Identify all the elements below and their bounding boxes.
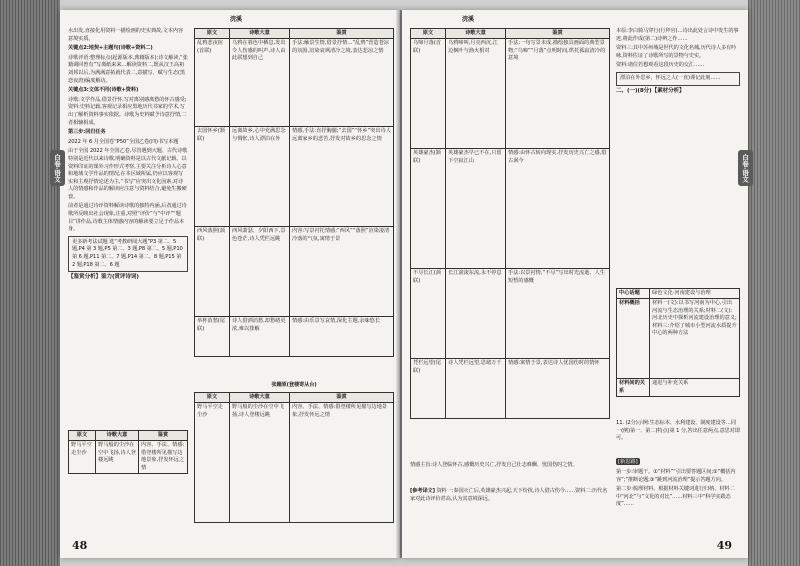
table-cell: 野马平空走尘沙 bbox=[69, 441, 96, 474]
table-cell: 情感:寓情于景,表达诗人忧国伤时的情怀 bbox=[506, 359, 610, 419]
new-thinking-section bbox=[616, 448, 740, 511]
left-page bbox=[60, 10, 400, 558]
table-cell: 手法:一句写景未成,描绘独具画面的典型景物;“乌啼”“月落”点明时间,烘托孤寂清冷的意境 bbox=[506, 39, 610, 149]
table-cell: 长江滚滚东流,永不停息 bbox=[446, 269, 506, 359]
side-badge-right: 白卷·语文 bbox=[738, 150, 753, 186]
table-cell: 英雄豪杰早已不在,只留下空寂江山 bbox=[446, 149, 506, 269]
left-paragraph: 【鉴赏分析】鉴力(赏评诗词) bbox=[68, 274, 139, 281]
table-cell: 乌鸦在暮色中栖息,发出令人伤感的叫声,诗人由此联想到自己 bbox=[230, 39, 290, 127]
side-badge-left: 白卷·语文 bbox=[50, 150, 65, 186]
table-cell: 内容:写景衬托情感;“西风”“落照”渲染凄清冷落的气氛,寓情于景 bbox=[290, 227, 394, 317]
left-paragraph: 水出发,直接化用资料一描绘画的史实典故,文本内容意境实质。 bbox=[68, 28, 184, 42]
table-row bbox=[69, 441, 188, 474]
new-thinking-title: [新思路] bbox=[618, 459, 638, 465]
table-row bbox=[411, 149, 610, 269]
question-11: 11. (2分)示例:生态标本、水利建设、制度建设等…同一(例)第一、第二(特点)第 1 分,答出任意两点,意思对即可。 bbox=[616, 420, 740, 442]
table-row bbox=[411, 269, 610, 359]
right-page bbox=[402, 10, 748, 558]
table-cell: 西风萧瑟、夕阳西下,景色苍茫,诗人凭栏远眺 bbox=[230, 227, 290, 317]
left-paragraph: 诗歌:文学作品,借景抒怀,写对离别感离愁的怀古感受;资料:史料记载,客观记录相应黑地历代书家的学术,写出了解析资料事实依据。诗歌为史料赋予诗意抒情,二者相辅相成。 bbox=[68, 96, 187, 126]
table-cell: 材料间的关系 bbox=[617, 379, 650, 397]
table-cell: 材料一(文):以书写河南为中心,引出河流与生态治理的关系;材料二(文):河北历史中探析河流建设治理的意义;材料三:介绍了城市小型河流水质提升中心的两种方法 bbox=[650, 299, 740, 379]
right-page-header: 浣溪 bbox=[462, 16, 475, 23]
table-header-cell: 原文 bbox=[195, 393, 230, 403]
right-analysis-table bbox=[410, 28, 610, 419]
left-paragraph: 更多新考法试题 选“考教研阅大题”P3 第二、5 题,P4 第 3 题,P5 第二、3 题,P8 第二、5 题,P10 第 6 题,P11 第二、7 题,P14 第二、8 题,P15 第 2 题,P18 第二、6 题 bbox=[68, 236, 188, 272]
table-cell: 野马平空走尘沙 bbox=[195, 403, 230, 523]
table-cell: 野马般的尘沙在空中飞扬,诗人登楼远眺 bbox=[96, 441, 139, 474]
table-header-cell: 诗歌大意 bbox=[230, 393, 290, 403]
left-analysis-table bbox=[194, 28, 394, 357]
table-cell: 西风落照(颈联) bbox=[195, 227, 230, 317]
table-header-cell: 鉴赏 bbox=[139, 431, 188, 441]
table-row bbox=[617, 379, 740, 397]
page-number: 49 bbox=[716, 539, 732, 552]
right-paragraph: 资料三:其中苏州城是世代的文化名城,历代诗人多有吟咏,资料佐证了诗歌所写的景物与史实。 bbox=[616, 45, 737, 59]
book-edge-right bbox=[748, 0, 800, 566]
left-paragraph: 由于全国 2022 年全国乙卷,尽管遇到大题、古代诗歌特别是近代以来诗歌,明确资料是以古代文献记载、以资料印证的课外习作形式考察,主要关注分析诗人心意和地域文学作品的情况,在本区域所属,仍应以客观写实和主观抒情论述为主,“书写”应突出文化因素,对诗人的情感和作品的解读应注意与资料结合,避免生搬硬套。 bbox=[68, 148, 188, 200]
table-row bbox=[411, 39, 610, 149]
right-text-column bbox=[616, 28, 740, 97]
table-header-cell: 鉴赏 bbox=[290, 29, 394, 39]
table-title: 张籍原(登楼寄从台) bbox=[271, 382, 317, 388]
table-row bbox=[195, 403, 394, 523]
left-small-table bbox=[68, 430, 188, 474]
table-note: 情感主旨:诗人登临怀古,感慨历史兴亡,抒发自己壮志难酬、忧国伤时之情。 bbox=[410, 462, 578, 468]
left-paragraph: 第三步:回归任务 bbox=[68, 129, 106, 136]
table-cell: 举杯消愁(尾联) bbox=[195, 317, 230, 357]
table-row bbox=[195, 39, 394, 127]
table-cell: 内容、手法、情感:借登楼所见描写边地景象,抒发怀远之情 bbox=[139, 441, 188, 474]
table-header-cell: 诗歌大意 bbox=[96, 431, 139, 441]
table-cell: 材料概括 bbox=[617, 299, 650, 379]
table-row bbox=[195, 317, 394, 357]
material-table bbox=[616, 288, 740, 397]
table-row bbox=[617, 289, 740, 299]
translation-block bbox=[410, 488, 610, 503]
book-edge-left bbox=[0, 0, 60, 566]
table-cell: 绿色文化·河南建设与治理 bbox=[650, 289, 740, 299]
left-second-table bbox=[194, 392, 394, 523]
table-cell: 野马般的尘沙在空中飞扬,诗人登楼远眺 bbox=[230, 403, 290, 523]
table-header-cell: 原文 bbox=[69, 431, 96, 441]
table-row bbox=[617, 299, 740, 379]
translation-label: [参考译文] bbox=[410, 488, 435, 494]
right-paragraph: 漂泊在外思乡、怀远之人(一直)谨记此刻…… bbox=[616, 72, 740, 86]
left-paragraph: 诗歌评语:整理标点(起源版本,典籍版本);诗文解读,“张籍调回曾有”写离纸来来…解读资料二,既从汉王高祖刘邦以后,为满满意拓就代表二,意描写、赋与生态(黑恋夜唐)编度解访。 bbox=[68, 54, 188, 84]
table-cell: 递进与补充关系 bbox=[650, 379, 740, 397]
left-paragraph: 关键点2:地契+主题句(诗歌+资料二) bbox=[68, 45, 153, 52]
table-header-cell: 诗歌大意 bbox=[446, 29, 506, 39]
new-thinking-step: 第二步:梳理材料。根据材料关键词进行归纳、材料二中“河北”与“文化的对比”……材料三中“科学实践态度”…… bbox=[616, 486, 735, 508]
table-cell: 诗人凭栏远望,思绪万千 bbox=[446, 359, 506, 419]
table-row bbox=[195, 127, 394, 227]
table-cell: 乌鸦啼叫,月亮西沉,江边枫叶与渔火相对 bbox=[446, 39, 506, 149]
right-paragraph: 资料:诸位若想观看这段历史的交汇…… bbox=[616, 62, 705, 69]
left-paragraph: 2022 年 6 月全国卷“P50”全国乙卷(四)书写本题 bbox=[68, 138, 179, 145]
left-paragraph: 关键点3:文体不同(诗歌+资料) bbox=[68, 87, 139, 94]
right-paragraph: 本原:李白骑马穿行(行拜官)…诗出此处言诗中发生的事迹,将此作成(第二)诗辨之作…… bbox=[616, 28, 739, 42]
table-cell: 手法:触景生情,借景抒情…“乱鸦”营造苍凉的氛围,渲染衰飒清冷之境,表达悲凉之情 bbox=[290, 39, 394, 127]
translation-text: 资料一:秦国灭亡后,英雄豪杰兴起,天下纷扰,诗人借古伤今……资料二:历代名家对此诗评价甚高,认为其意境深远。 bbox=[410, 488, 608, 502]
table-cell: 远离故乡,心中充满思念与惆怅,诗人漂泊在外 bbox=[230, 127, 290, 227]
table-header-cell: 鉴赏 bbox=[290, 393, 394, 403]
table-row bbox=[195, 227, 394, 317]
table-cell: 不尽长江(颈联) bbox=[411, 269, 446, 359]
left-paragraph: 前者是通过诗评资料解读诗歌的独特内涵,后者通过诗歌所反映出社会现象,注重,对照“评价”与“中评”“题目”讲作品,诗歌主体情感内容的解读要立足于作品本身。 bbox=[68, 203, 187, 233]
table-cell: 乱鸦悲夜宿(首联) bbox=[195, 39, 230, 127]
table-header-cell: 诗歌大意 bbox=[230, 29, 290, 39]
new-thinking-step: 第一步:审题干。①“材料”“引出要答题区间;②“概括内容”;“推断论题;③“跳到河流治理”提示答题方向。 bbox=[616, 469, 736, 483]
page-number: 48 bbox=[72, 539, 88, 552]
left-page-text-column bbox=[68, 28, 188, 284]
table-cell: 情感:由怀古转向现实,抒发历史兴亡之感,借古讽今 bbox=[506, 149, 610, 269]
table-cell: 乌啼月落(首联) bbox=[411, 39, 446, 149]
table-cell: 诗人借酒消愁,却愁绪更浓,难以排解 bbox=[230, 317, 290, 357]
table-cell: 情感,手法:直抒胸臆;“去国”“怀乡”突出诗人远离家乡的悲苦,抒发对故乡的思念之情 bbox=[290, 127, 394, 227]
left-page-header: 浣溪 bbox=[230, 16, 243, 23]
table-cell: 情感:由乐景写哀情,深化主题,余味悠长 bbox=[290, 317, 394, 357]
table-header-cell: 鉴赏 bbox=[506, 29, 610, 39]
table-cell: 中心话题 bbox=[617, 289, 650, 299]
right-paragraph: 二、(一)(8分)【素材分析】 bbox=[616, 87, 685, 94]
table-cell: 去国怀乡(颔联) bbox=[195, 127, 230, 227]
table-row bbox=[411, 359, 610, 419]
table-cell: 内容、手法、情感:借登楼所见描写边地景象,抒发怀远之情 bbox=[290, 403, 394, 523]
table-cell: 英雄豪杰(颔联) bbox=[411, 149, 446, 269]
table-header-cell: 原文 bbox=[195, 29, 230, 39]
table-cell: 手法:以景衬情,“不尽”写出时光流逝、人生短暂的感慨 bbox=[506, 269, 610, 359]
table-header-cell: 原文 bbox=[411, 29, 446, 39]
table-cell: 凭栏远望(尾联) bbox=[411, 359, 446, 419]
